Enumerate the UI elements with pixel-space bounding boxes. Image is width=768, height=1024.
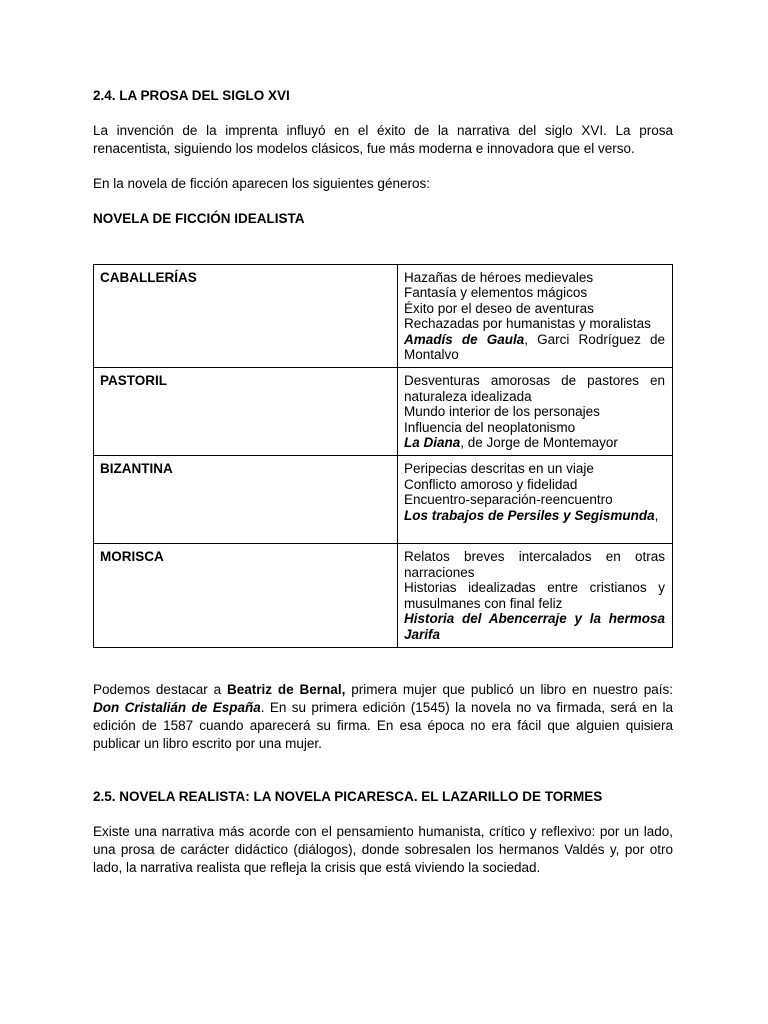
table-row [94,544,673,647]
section-title: 2.4. LA PROSA DEL SIGLO XVI [93,88,290,103]
work-title: Don Cristalián de España [93,699,261,715]
genre-feature: Rechazadas por humanistas y moralistas [404,316,651,332]
genre-description [398,544,673,647]
genre-feature: Mundo interior de los personajes [404,404,600,420]
genre-feature: Éxito por el deseo de aventuras [404,300,594,316]
bernal-paragraph [93,681,673,753]
genre-feature: Influencia del neoplatonismo [404,419,576,435]
table-row [94,368,673,456]
example-work-title: Historia del Abencerraje y la hermosa Jarifa [404,611,665,642]
table-row [94,456,673,544]
document-page [93,87,673,877]
bernal-text: Podemos destacar a [93,681,227,697]
genre-name: CABALLERÍAS [94,265,398,368]
realist-paragraph: Existe una narrativa más acorde con el pensamiento humanista, crítico y reflexivo: por un lado, una prosa de carácter didáctico (diálogos), donde sobresalen los hermanos Valdés y, por otro lado, la narrativa realista que refleja la crisis que está viviendo la sociedad. [93,823,673,875]
genre-description [398,368,673,456]
example-author: , Garci Rodríguez de Montalvo [404,331,665,363]
genre-feature: Fantasía y elementos mágicos [404,285,588,301]
genre-name: MORISCA [94,544,398,647]
example-work-title: Amadís de Gaula [404,331,525,347]
genre-description [398,265,673,368]
genre-name: BIZANTINA [94,456,398,544]
cell-spacer [404,523,665,538]
genres-lead: En la novela de ficción aparecen los siguientes géneros: [93,176,430,191]
example-author: , [654,507,659,523]
example-work-title: Los trabajos de Persiles y Segismunda [404,507,655,523]
genre-example [404,611,665,642]
section-title: 2.5. NOVELA REALISTA: LA NOVELA PICARESCA. EL LAZARILLO DE TORMES [93,788,603,804]
genre-example [404,435,665,450]
genre-feature: Desventuras amorosas de pastores en naturaleza idealizada [404,373,665,404]
genre-example [404,332,665,363]
author-name: Beatriz de Bernal, [227,681,346,697]
genre-feature: Encuentro-separación-reencuentro [404,492,613,508]
subsection-title: NOVELA DE FICCIÓN IDEALISTA [93,211,305,226]
table-row [94,265,673,368]
genre-description [398,456,673,544]
genres-table [93,264,673,648]
genre-feature: Hazañas de héroes medievales [404,270,594,285]
genre-feature: Historias idealizadas entre cristianos y musulmanes con final feliz [404,580,665,611]
example-work-title: La Diana [404,435,461,451]
intro-paragraph: La invención de la imprenta influyó en el éxito de la narrativa del siglo XVI. La prosa renacentista, siguiendo los modelos clásicos, fue más moderna e innovadora que el verso. [93,123,673,156]
bernal-text: . En su primera edición (1545) la novela no va firmada, será en la edición de 1587 cuando aparecerá su firma. En esa época no era fácil que alguien quisiera publicar un libro escrito por una mujer. [93,699,673,751]
genre-feature: Conflicto amoroso y fidelidad [404,476,578,492]
bernal-text: primera mujer que publicó un libro en nuestro país: [345,681,674,697]
example-author: , de Jorge de Montemayor [460,435,618,451]
genre-example [404,508,665,523]
genre-feature: Peripecias descritas en un viaje [404,461,594,477]
genre-feature: Relatos breves intercalados en otras narraciones [404,549,665,580]
genre-name: PASTORIL [94,368,398,456]
